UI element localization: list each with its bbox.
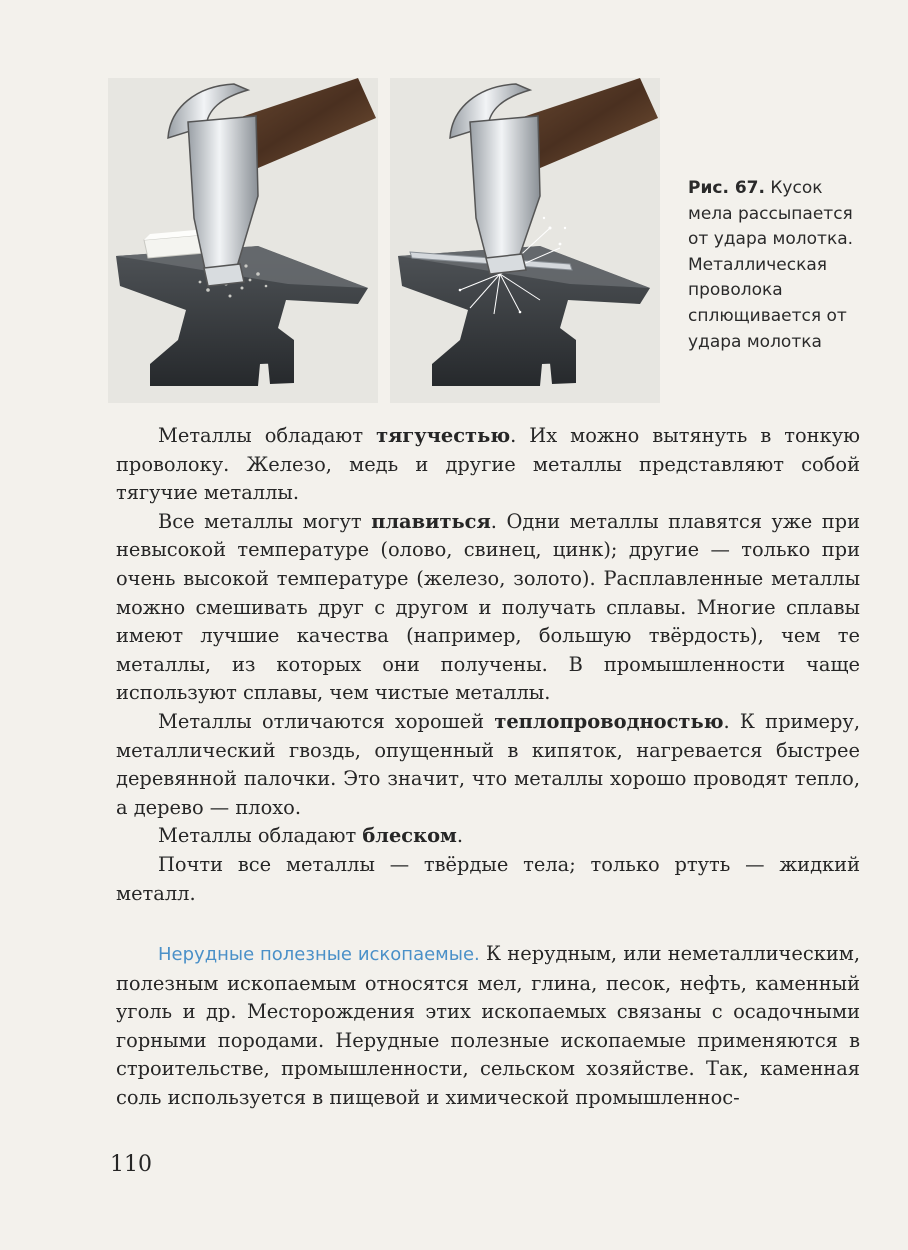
figure-caption-label: Рис. 67. [688,178,765,198]
illustration-chalk-hammer [108,78,378,403]
paragraph-text: Металлы отличаются хорошей [158,709,495,733]
figure-caption-text: Кусок мела рассыпается от удара молотка. Металлическая проволока сплющивается от удара молотка [688,178,854,352]
paragraph-text: Металлы обладают [158,424,377,447]
illustration-wire-hammer [390,78,660,403]
term-luster: блеском [362,824,457,848]
paragraph-ductility [116,422,860,508]
hammer-head [450,84,540,274]
term-ductility: тягучестью [376,424,511,447]
anvil-shape [116,246,368,386]
metals-text-block [116,422,860,908]
section-heading-nonmetallic: Нерудные полезные ископаемые. [158,944,480,965]
term-conductivity: теплопроводностью [494,709,724,733]
term-melting: плавиться [371,509,491,533]
paragraph-text: . Их можно вытянуть в тонкую проволоку. Железо, медь и другие металлы представляют собой тягучие металлы. [116,424,860,505]
paragraph-text: Металлы обладают [158,824,363,848]
paragraph-text: . [456,824,464,848]
paragraph-text: . Одни металлы плавятся уже при невысокой температуре (олово, свинец, цинк); другие — только при очень высокой температуре (железо, золото). Расплавленные металлы можно смешивать друг с другом и получать сплавы. Многие сплавы имеют лучшие качества (например, большую твёрдость), чем те металлы, из которых они получены. В промышленности чаще используют сплавы, чем чистые металлы. [116,509,861,705]
paragraph-melting [116,508,860,708]
paragraph-nonmetallic [116,940,860,1113]
nonmetallic-text-block [116,940,860,1113]
paragraph-text: . К примеру, металлический гвоздь, опущенный в кипяток, нагревается быстрее деревянной палочки. Это значит, что металлы хорошо проводят тепло, а дерево — плохо. [116,709,860,819]
figure-caption [688,176,858,355]
page-number: 110 [110,1152,152,1177]
paragraph-text: К нерудным, или неметаллическим, полезным ископаемым относятся мел, глина, песок, нефть, каменный уголь и др. Месторождения этих ископаемых связаны с осадочными горными породами. Нерудные полезные ископаемые применяются в строительстве, промышленности, сельском хозяйстве. Так, каменная соль используется в пищевой и химической промышленнос- [116,942,861,1109]
paragraph-state: Почти все металлы — твёрдые тела; только ртуть — жидкий металл. [116,852,860,905]
paragraph-luster [116,822,860,851]
paragraph-conductivity [116,708,860,822]
paragraph-text: Все металлы могут [158,509,372,533]
